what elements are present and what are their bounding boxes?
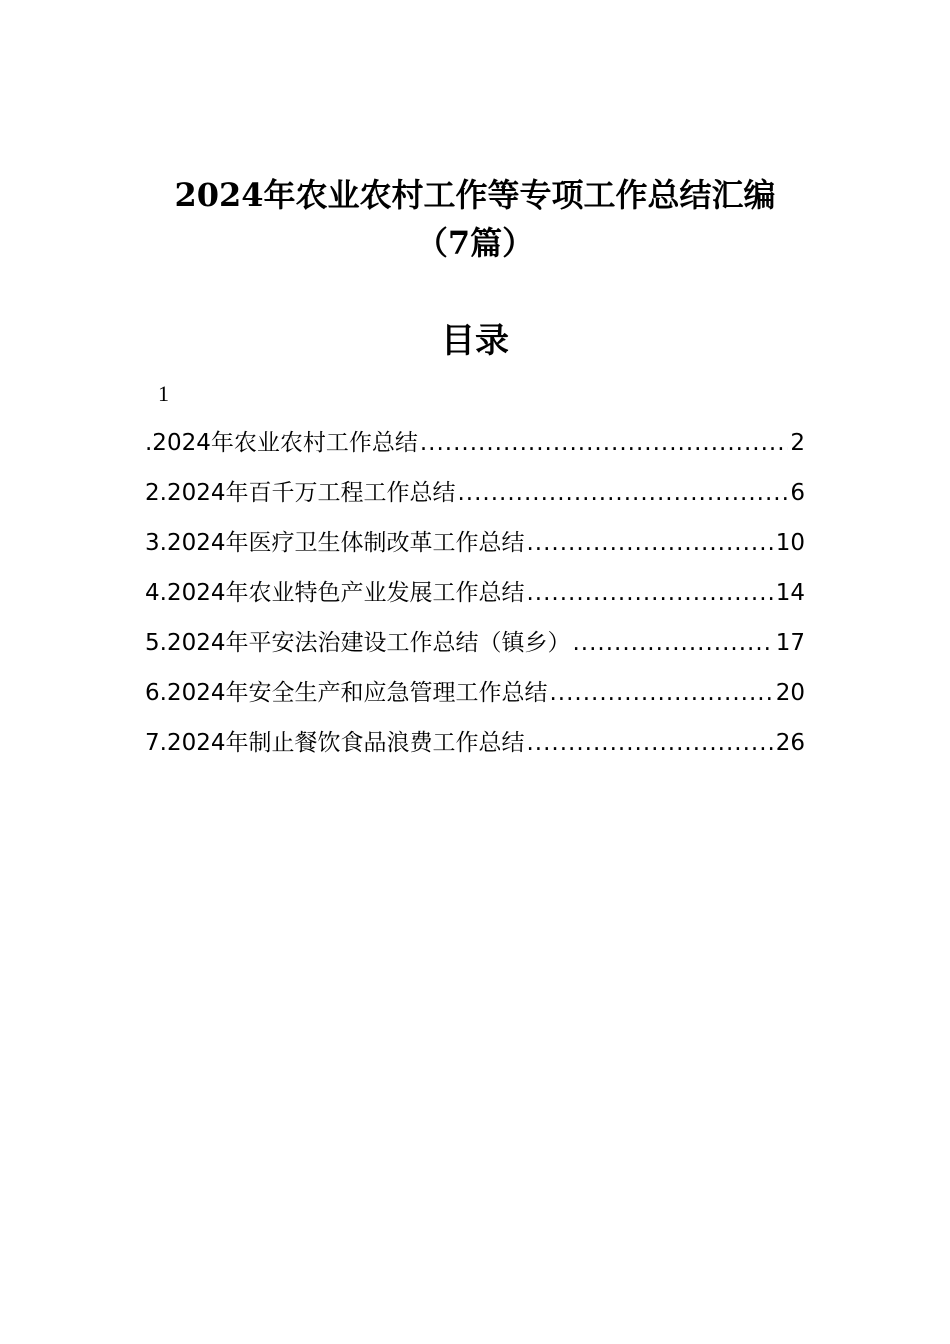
- toc-dot-leader: [526, 575, 773, 611]
- toc-page-number: 26: [775, 730, 805, 756]
- toc-entry-title: 7.2024年制止餐饮食品浪费工作总结: [145, 730, 525, 756]
- toc-entry-title: .2024年农业农村工作总结: [145, 430, 418, 456]
- toc-number-fragment: 1: [158, 381, 169, 406]
- toc-entry-title: 2.2024年百千万工程工作总结: [145, 480, 456, 506]
- toc-entry-title: 6.2024年安全生产和应急管理工作总结: [145, 680, 548, 706]
- toc-entry[interactable]: [145, 525, 805, 575]
- toc-page-number: 6: [790, 480, 805, 506]
- table-of-contents: [145, 425, 805, 775]
- toc-page-number: 2: [790, 430, 805, 456]
- toc-page-number: 10: [775, 530, 805, 556]
- toc-entry[interactable]: [145, 625, 805, 675]
- toc-entry[interactable]: [145, 725, 805, 775]
- toc-page-number: 17: [775, 630, 805, 656]
- toc-entry-title: 4.2024年农业特色产业发展工作总结: [145, 580, 525, 606]
- toc-page-number: 14: [775, 580, 805, 606]
- toc-dot-leader: [526, 525, 773, 561]
- toc-dot-leader: [572, 625, 773, 661]
- toc-entry[interactable]: [145, 425, 805, 475]
- toc-entry-title: 5.2024年平安法治建设工作总结（镇乡）: [145, 630, 571, 656]
- toc-page-number: 20: [775, 680, 805, 706]
- toc-dot-leader: [420, 425, 789, 461]
- toc-entry[interactable]: [145, 675, 805, 725]
- toc-dot-leader: [549, 675, 773, 711]
- toc-entry-title: 3.2024年医疗卫生体制改革工作总结: [145, 530, 525, 556]
- document-title: 2024年农业农村工作等专项工作总结汇编: [174, 176, 776, 214]
- document-subtitle: （7篇）: [415, 224, 535, 262]
- toc-entry[interactable]: [145, 475, 805, 525]
- toc-entry[interactable]: [145, 575, 805, 625]
- toc-dot-leader: [526, 725, 773, 761]
- toc-heading: 目录: [441, 321, 509, 361]
- toc-dot-leader: [457, 475, 788, 511]
